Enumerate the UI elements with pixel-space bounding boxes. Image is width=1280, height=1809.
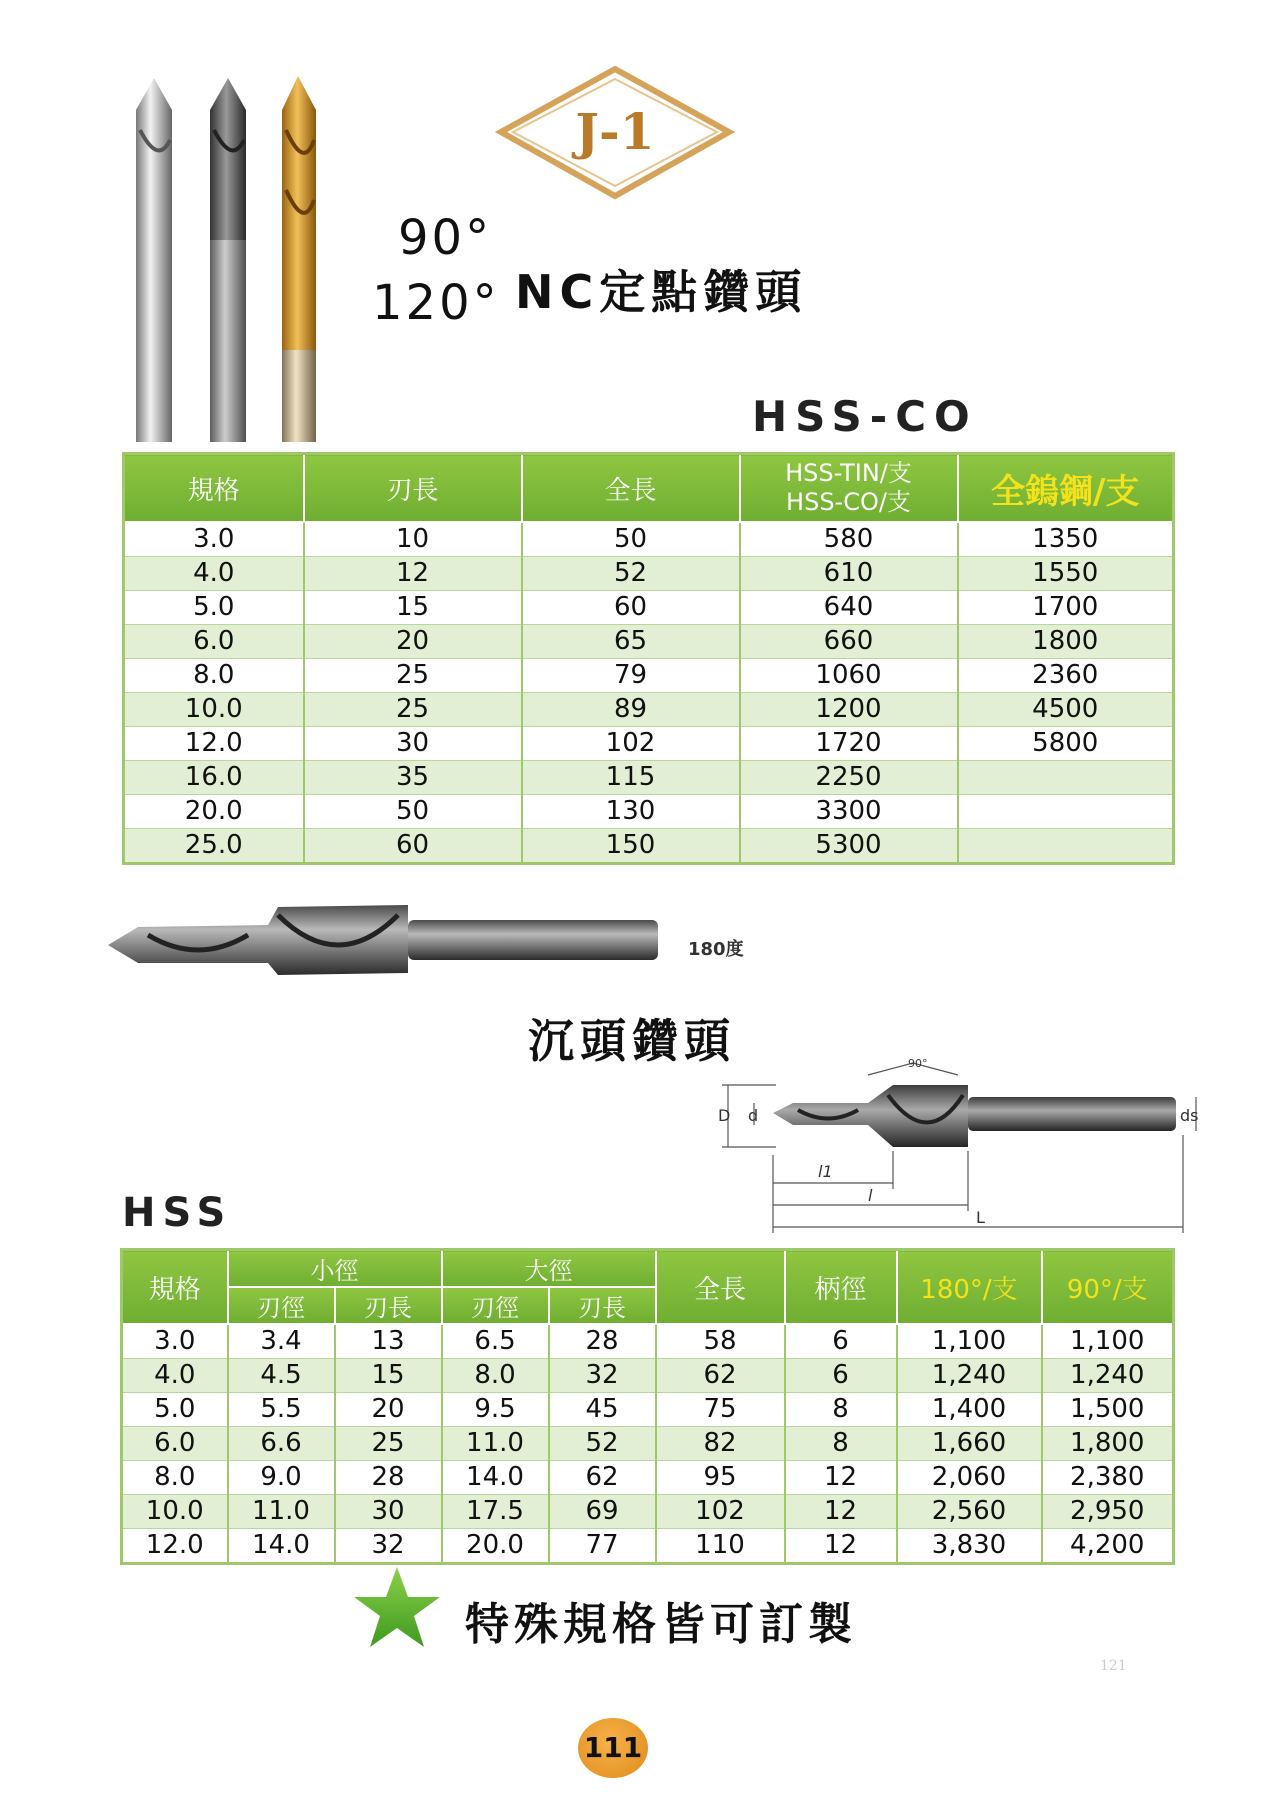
table-cell: 77 (549, 1529, 656, 1564)
table-cell: 3.0 (124, 522, 304, 557)
table-cell: 25 (335, 1427, 442, 1461)
table-cell: 2,560 (897, 1495, 1042, 1529)
table-cell: 30 (304, 727, 522, 761)
table-row (122, 1324, 1174, 1359)
dim-D: D (718, 1106, 731, 1125)
hss-label: HSS (122, 1190, 233, 1236)
col-spec: 規格 (124, 454, 304, 523)
hssco-price-table (122, 452, 1175, 865)
table-cell: 14.0 (442, 1461, 549, 1495)
table-cell: 62 (656, 1359, 785, 1393)
col-shank-dia: 柄徑 (785, 1250, 897, 1325)
table-cell: 89 (522, 693, 740, 727)
table-cell: 32 (335, 1529, 442, 1564)
counterbore-angle-label: 180度 (688, 939, 744, 960)
drill-bits-photo (128, 70, 328, 450)
table-row (124, 591, 1174, 625)
table-cell: 4.5 (228, 1359, 335, 1393)
table-cell: 28 (549, 1324, 656, 1359)
table-cell: 150 (522, 829, 740, 864)
table-cell: 2360 (958, 659, 1174, 693)
table-cell: 6 (785, 1359, 897, 1393)
table-cell: 640 (740, 591, 958, 625)
table-cell: 6.0 (124, 625, 304, 659)
table-cell: 15 (304, 591, 522, 625)
table-cell: 82 (656, 1427, 785, 1461)
angle-90-label: 90° (398, 210, 493, 266)
table-cell: 14.0 (228, 1529, 335, 1564)
hssco-label: HSS-CO (752, 392, 978, 441)
table-cell: 6 (785, 1324, 897, 1359)
table-cell: 6.0 (122, 1427, 228, 1461)
table-cell: 3,830 (897, 1529, 1042, 1564)
col-small-flute-dia: 刃徑 (228, 1287, 335, 1324)
table-cell: 16.0 (124, 761, 304, 795)
col-small-dia-group: 小徑 (228, 1250, 442, 1288)
table-cell: 4500 (958, 693, 1174, 727)
table-row (124, 829, 1174, 864)
counterbore-dimension-diagram (718, 1055, 1208, 1235)
table-cell: 11.0 (442, 1427, 549, 1461)
col-carbide-price: 全鎢鋼/支 (958, 454, 1174, 523)
table-cell: 12.0 (124, 727, 304, 761)
table-row (122, 1495, 1174, 1529)
table-cell: 52 (549, 1427, 656, 1461)
table-cell: 28 (335, 1461, 442, 1495)
j1-badge (495, 65, 735, 200)
table-cell: 20.0 (124, 795, 304, 829)
table-cell: 3.4 (228, 1324, 335, 1359)
table-cell: 12 (785, 1461, 897, 1495)
table-cell: 25.0 (124, 829, 304, 864)
table-cell: 8.0 (442, 1359, 549, 1393)
table-cell: 11.0 (228, 1495, 335, 1529)
table-row (122, 1461, 1174, 1495)
table-cell: 660 (740, 625, 958, 659)
table-cell: 10.0 (124, 693, 304, 727)
table-cell: 20 (335, 1393, 442, 1427)
hss-counterbore-table (120, 1248, 1175, 1565)
table-cell: 1,500 (1042, 1393, 1174, 1427)
table-cell: 62 (549, 1461, 656, 1495)
table-cell: 1,100 (1042, 1324, 1174, 1359)
table-cell: 1,800 (1042, 1427, 1174, 1461)
col-hss-price (740, 454, 958, 523)
table-cell: 25 (304, 693, 522, 727)
table-cell: 2,950 (1042, 1495, 1174, 1529)
table-cell: 4.0 (122, 1359, 228, 1393)
table-cell: 32 (549, 1359, 656, 1393)
counterbore-drill-photo (108, 895, 668, 995)
table-cell: 5.5 (228, 1393, 335, 1427)
counterbore-title: 沉頭鑽頭 (528, 1014, 736, 1068)
table-cell: 610 (740, 557, 958, 591)
col-total-length: 全長 (522, 454, 740, 523)
table-cell: 69 (549, 1495, 656, 1529)
table-row (122, 1359, 1174, 1393)
table-cell: 2,380 (1042, 1461, 1174, 1495)
col-small-flute-length: 刃長 (335, 1287, 442, 1324)
table-cell: 4.0 (124, 557, 304, 591)
table-cell: 3.0 (122, 1324, 228, 1359)
dim-l: l (868, 1186, 873, 1205)
table-cell: 58 (656, 1324, 785, 1359)
table-cell: 9.5 (442, 1393, 549, 1427)
table-header-row (122, 1250, 1174, 1288)
table-cell: 580 (740, 522, 958, 557)
table-cell: 5.0 (122, 1393, 228, 1427)
col-hss-co: HSS-CO/支 (786, 488, 911, 516)
col-price-180: 180°/支 (897, 1250, 1042, 1325)
table-row (124, 761, 1174, 795)
table-cell: 4,200 (1042, 1529, 1174, 1564)
dim-ds: ds (1180, 1106, 1199, 1125)
table-cell: 1,400 (897, 1393, 1042, 1427)
table-cell: 30 (335, 1495, 442, 1529)
table-cell: 60 (304, 829, 522, 864)
col-large-dia-group: 大徑 (442, 1250, 656, 1288)
table-cell: 50 (304, 795, 522, 829)
table-row (122, 1529, 1174, 1564)
table-cell: 115 (522, 761, 740, 795)
dim-angle: 90° (908, 1057, 928, 1070)
table-row (124, 795, 1174, 829)
dim-L: L (976, 1208, 985, 1227)
table-cell: 1800 (958, 625, 1174, 659)
col-flute-length: 刃長 (304, 454, 522, 523)
table-cell: 20.0 (442, 1529, 549, 1564)
table-cell (958, 829, 1174, 864)
table-row (122, 1393, 1174, 1427)
faded-page-number: 121 (1100, 1658, 1127, 1674)
table-cell: 1,240 (1042, 1359, 1174, 1393)
col-price-90: 90°/支 (1042, 1250, 1174, 1325)
table-row (124, 659, 1174, 693)
table-cell: 1720 (740, 727, 958, 761)
table-header-row (124, 454, 1174, 523)
table-cell: 8.0 (124, 659, 304, 693)
table-cell: 79 (522, 659, 740, 693)
table-cell: 1350 (958, 522, 1174, 557)
table-cell: 1550 (958, 557, 1174, 591)
table-cell (958, 795, 1174, 829)
page-number-badge: 111 (578, 1718, 648, 1778)
table-cell: 1,240 (897, 1359, 1042, 1393)
table-cell: 1,100 (897, 1324, 1042, 1359)
table-cell: 50 (522, 522, 740, 557)
table-cell: 13 (335, 1324, 442, 1359)
table-cell: 102 (522, 727, 740, 761)
table-cell: 5.0 (124, 591, 304, 625)
table-cell: 5800 (958, 727, 1174, 761)
table-cell: 2,060 (897, 1461, 1042, 1495)
table-cell: 17.5 (442, 1495, 549, 1529)
table-cell: 10.0 (122, 1495, 228, 1529)
table-cell: 65 (522, 625, 740, 659)
table-cell: 8 (785, 1427, 897, 1461)
badge-text: J-1 (575, 102, 655, 161)
table-cell: 1700 (958, 591, 1174, 625)
col-large-flute-length: 刃長 (549, 1287, 656, 1324)
table-cell: 45 (549, 1393, 656, 1427)
table-cell: 6.5 (442, 1324, 549, 1359)
table-cell: 95 (656, 1461, 785, 1495)
table-cell: 1,660 (897, 1427, 1042, 1461)
table-row (124, 557, 1174, 591)
table-cell: 10 (304, 522, 522, 557)
table-row (124, 522, 1174, 557)
table-cell: 12 (785, 1495, 897, 1529)
table-cell: 60 (522, 591, 740, 625)
col-large-flute-dia: 刃徑 (442, 1287, 549, 1324)
table-cell: 5300 (740, 829, 958, 864)
table-cell: 12 (785, 1529, 897, 1564)
table-cell: 15 (335, 1359, 442, 1393)
table-cell: 6.6 (228, 1427, 335, 1461)
dim-l1: l1 (818, 1162, 833, 1181)
table-cell: 12.0 (122, 1529, 228, 1564)
table-cell: 1060 (740, 659, 958, 693)
table-cell: 110 (656, 1529, 785, 1564)
table-cell: 130 (522, 795, 740, 829)
table-row (124, 625, 1174, 659)
table-cell: 8 (785, 1393, 897, 1427)
angle-120-label: 120° (372, 275, 500, 331)
table-cell: 3300 (740, 795, 958, 829)
table-cell: 8.0 (122, 1461, 228, 1495)
table-cell: 12 (304, 557, 522, 591)
dim-d: d (748, 1106, 759, 1125)
table-cell (958, 761, 1174, 795)
table-cell: 20 (304, 625, 522, 659)
col-total-length: 全長 (656, 1250, 785, 1325)
table-row (124, 693, 1174, 727)
star-icon (352, 1565, 442, 1650)
custom-order-note: 特殊規格皆可訂製 (465, 1599, 857, 1650)
col-hss-tin: HSS-TIN/支 (785, 459, 912, 487)
table-cell: 52 (522, 557, 740, 591)
table-row (122, 1427, 1174, 1461)
table-cell: 102 (656, 1495, 785, 1529)
table-cell: 2250 (740, 761, 958, 795)
table-cell: 1200 (740, 693, 958, 727)
table-cell: 25 (304, 659, 522, 693)
table-cell: 75 (656, 1393, 785, 1427)
table-row (124, 727, 1174, 761)
col-spec: 規格 (122, 1250, 228, 1325)
table-cell: 9.0 (228, 1461, 335, 1495)
table-cell: 35 (304, 761, 522, 795)
page-title: NC定點鑽頭 (515, 265, 808, 319)
